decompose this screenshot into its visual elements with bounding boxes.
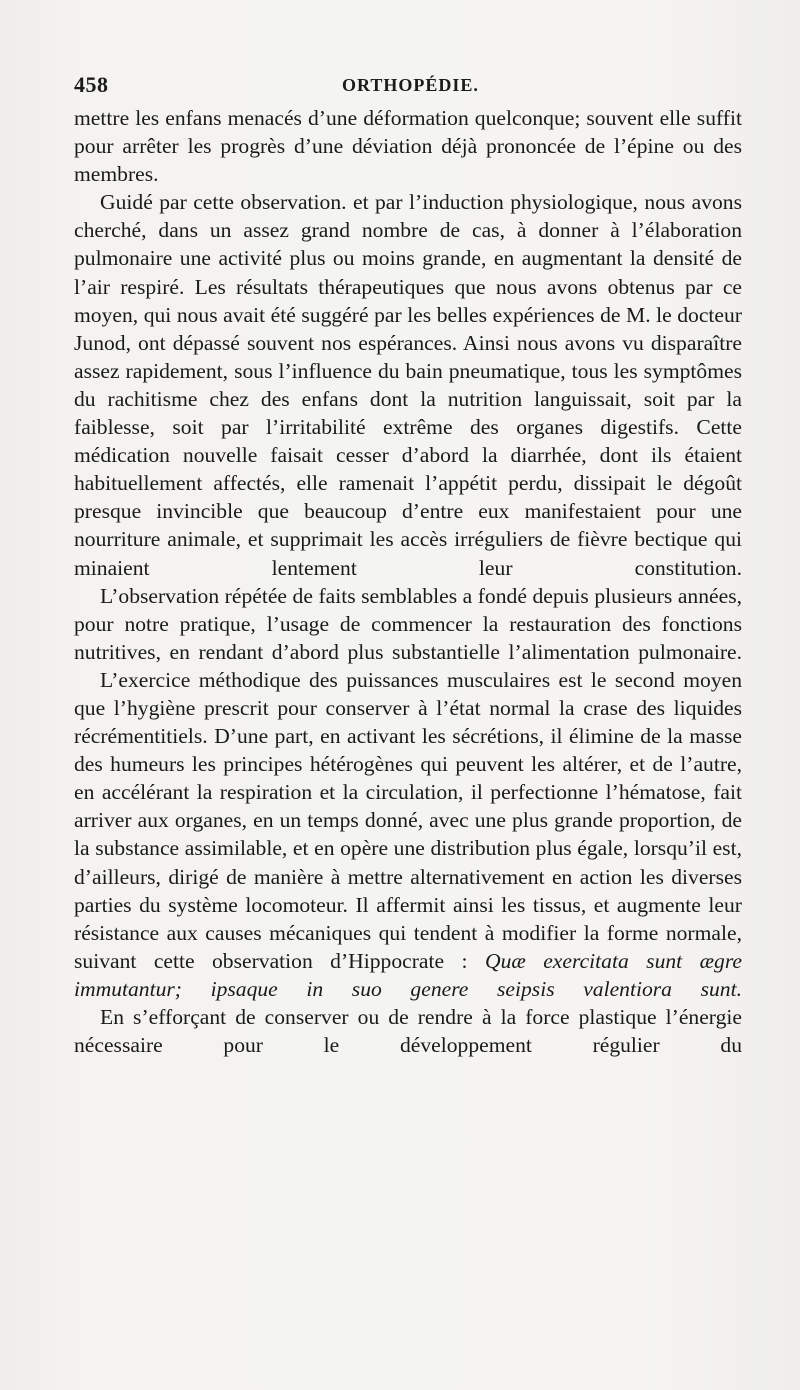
paragraph-repeated-observation <box>74 582 742 666</box>
page-header <box>74 72 742 102</box>
page-number: 458 <box>74 72 109 97</box>
paragraph-text: mettre les enfans menacés d’une déformation quelconque; souvent elle suffit pour arrêter les progrès d’une déviation déjà prononcée de l’épine ou des membres. <box>74 106 742 187</box>
running-title: ORTHOPÉDIE. <box>342 75 479 95</box>
paragraph-text: L’observation répétée de faits semblables a fondé depuis plusieurs années, pour notre pratique, l’usage de commencer la restauration des fonctions nutritives, en rendant d’abord plus substantielle l’alimentation pulmonaire. <box>74 583 742 664</box>
paragraph-text: L’exercice méthodique des puissances musculaires est le second moyen que l’hygiène prescrit pour conserver à l’état normal la crase des liquides récrémentitiels. D’une part, en activant les sécrétions, il élimine de la masse des humeurs les principes hétérogènes qui peuvent les altérer, et de l’autre, en accélérant la respiration et la circulation, il perfectionne l’hématose, fait arriver aux organes, en un temps donné, avec une plus grande proportion, de la substance assimilable, et en opère une distribution plus égale, lorsqu’il est, d’ailleurs, dirigé de manière à mettre alternativement en action les diverses parties du système locomoteur. Il affermit ainsi les tissus, et augmente leur résistance aux causes mécaniques qui tendent à modifier la forme normale, suivant cette observation d’Hippocrate : <box>74 667 742 973</box>
paragraph-text: Guidé par cette observation. et par l’induction physiologique, nous avons cherché, dans un assez grand nombre de cas, à donner à l’élaboration pulmonaire une activité plus ou moins grande, en augmentant la densité de l’air respiré. Les résultats thérapeutiques que nous avons obtenus par ce moyen, qui nous avait été suggéré par les belles expériences de M. le docteur Junod, ont dépassé souvent nos espérances. Ainsi nous avons vu disparaître assez rapidement, sous l’influence du bain pneumatique, tous les symptômes du rachitisme chez des enfans dont la nutrition languissait, soit par la faiblesse, soit par l’irritabilité extrême des organes digestifs. Cette médication nouvelle faisait cesser d’abord la diarrhée, dont ils étaient habituellement affectés, elle ramenait l’appétit perdu, dissipait le dégoût presque invincible que beaucoup d’entre eux manifestaient pour une nourriture animale, et supprimait les accès irréguliers de fièvre bectique qui minaient lentement leur constitution. <box>74 190 742 580</box>
latin-quotation: Quæ exercitata sunt ægre immutantur; ipsaque in suo genere seipsis valentiora sunt. <box>74 948 742 1001</box>
paragraph-text: En s’efforçant de conserver ou de rendre à la force plastique l’énergie nécessaire pour le développement régulier du <box>74 1005 742 1058</box>
paragraph-plastic-force <box>74 1003 742 1059</box>
paragraph-pneumatic-bath <box>74 188 742 581</box>
body-text <box>74 104 742 1059</box>
paragraph-muscular-exercise <box>74 666 742 1003</box>
paragraph-continuation <box>74 104 742 188</box>
